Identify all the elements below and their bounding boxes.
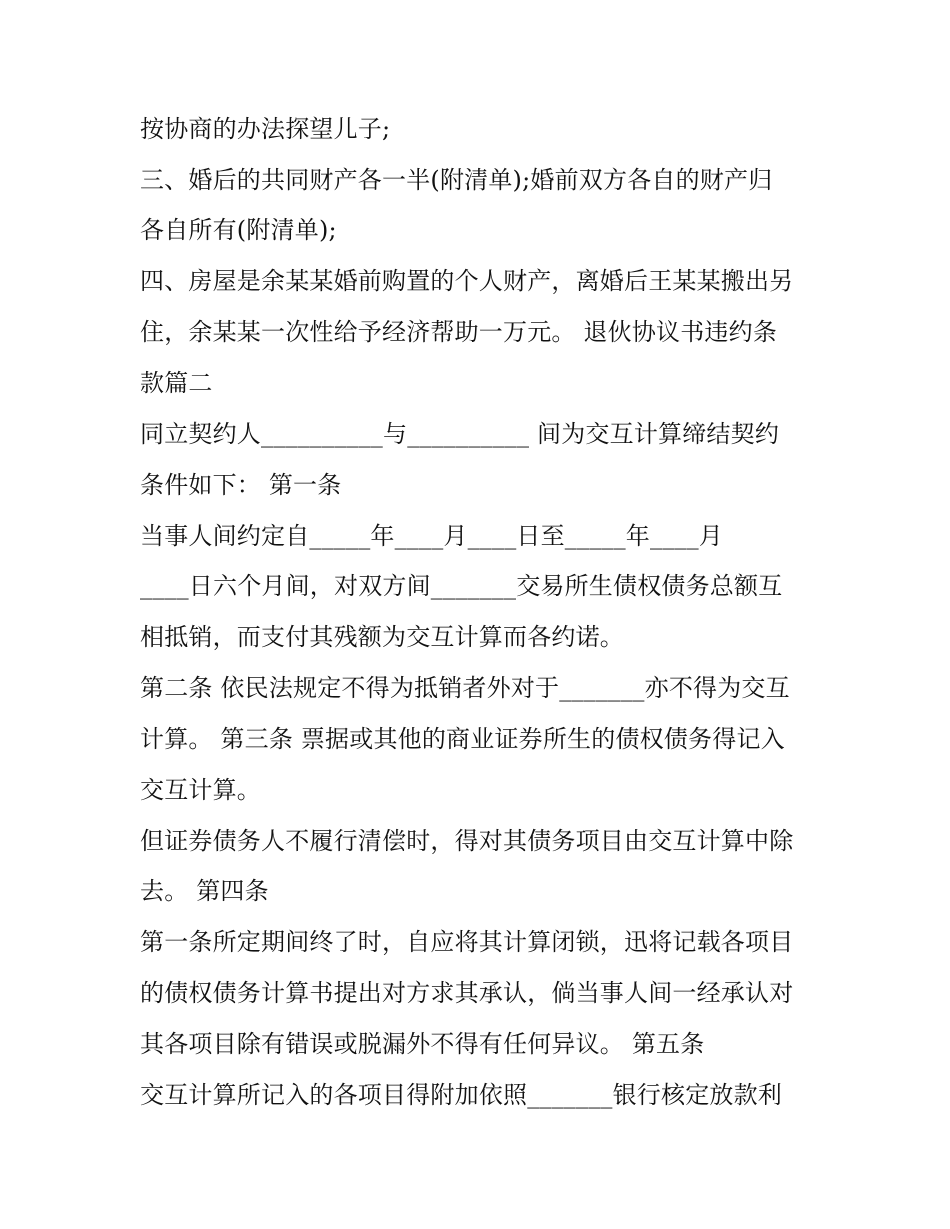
text-line: 条件如下： 第一条 bbox=[140, 471, 342, 499]
text-line: 第一条所定期间终了时，自应将其计算闭锁，迅将记载各项目 bbox=[140, 928, 794, 956]
text-line: 但证券债务人不履行清偿时，得对其债务项目由交互计算中除 bbox=[140, 827, 794, 855]
text-line: 的债权债务计算书提出对方求其承认，倘当事人间一经承认对 bbox=[140, 979, 794, 1007]
text-line: ____日六个月间，对双方间_______交易所生债权债务总额互 bbox=[140, 572, 783, 600]
text-line: 交互计算。 bbox=[140, 776, 261, 804]
text-line: 计算。 第三条 票据或其他的商业证券所生的债权债务得记入 bbox=[140, 725, 785, 753]
text-line: 款篇二 bbox=[140, 369, 213, 397]
text-line: 相抵销，而支付其残额为交互计算而各约诺。 bbox=[140, 623, 624, 651]
text-line: 当事人间约定自_____年____月____日至_____年____月 bbox=[140, 522, 723, 550]
text-line: 交互计算所记入的各项目得附加依照_______银行核定放款利 bbox=[140, 1081, 782, 1109]
text-line: 同立契约人__________与__________ 间为交互计算缔结契约 bbox=[140, 420, 780, 448]
text-line: 其各项目除有错误或脱漏外不得有任何异议。 第五条 bbox=[140, 1030, 705, 1058]
text-line: 三、婚后的共同财产各一半(附清单);婚前双方各自的财产归 bbox=[140, 166, 773, 194]
text-line: 各自所有(附清单); bbox=[140, 216, 337, 244]
text-line: 住，余某某一次性给予经济帮助一万元。 退伙协议书违约条 bbox=[140, 318, 778, 346]
text-line: 四、房屋是余某某婚前购置的个人财产，离婚后王某某搬出另 bbox=[140, 267, 794, 295]
text-line: 按协商的办法探望儿子; bbox=[140, 115, 391, 143]
text-line: 第二条 依民法规定不得为抵销者外对于_______亦不得为交互 bbox=[140, 674, 790, 702]
text-line: 去。 第四条 bbox=[140, 877, 269, 905]
